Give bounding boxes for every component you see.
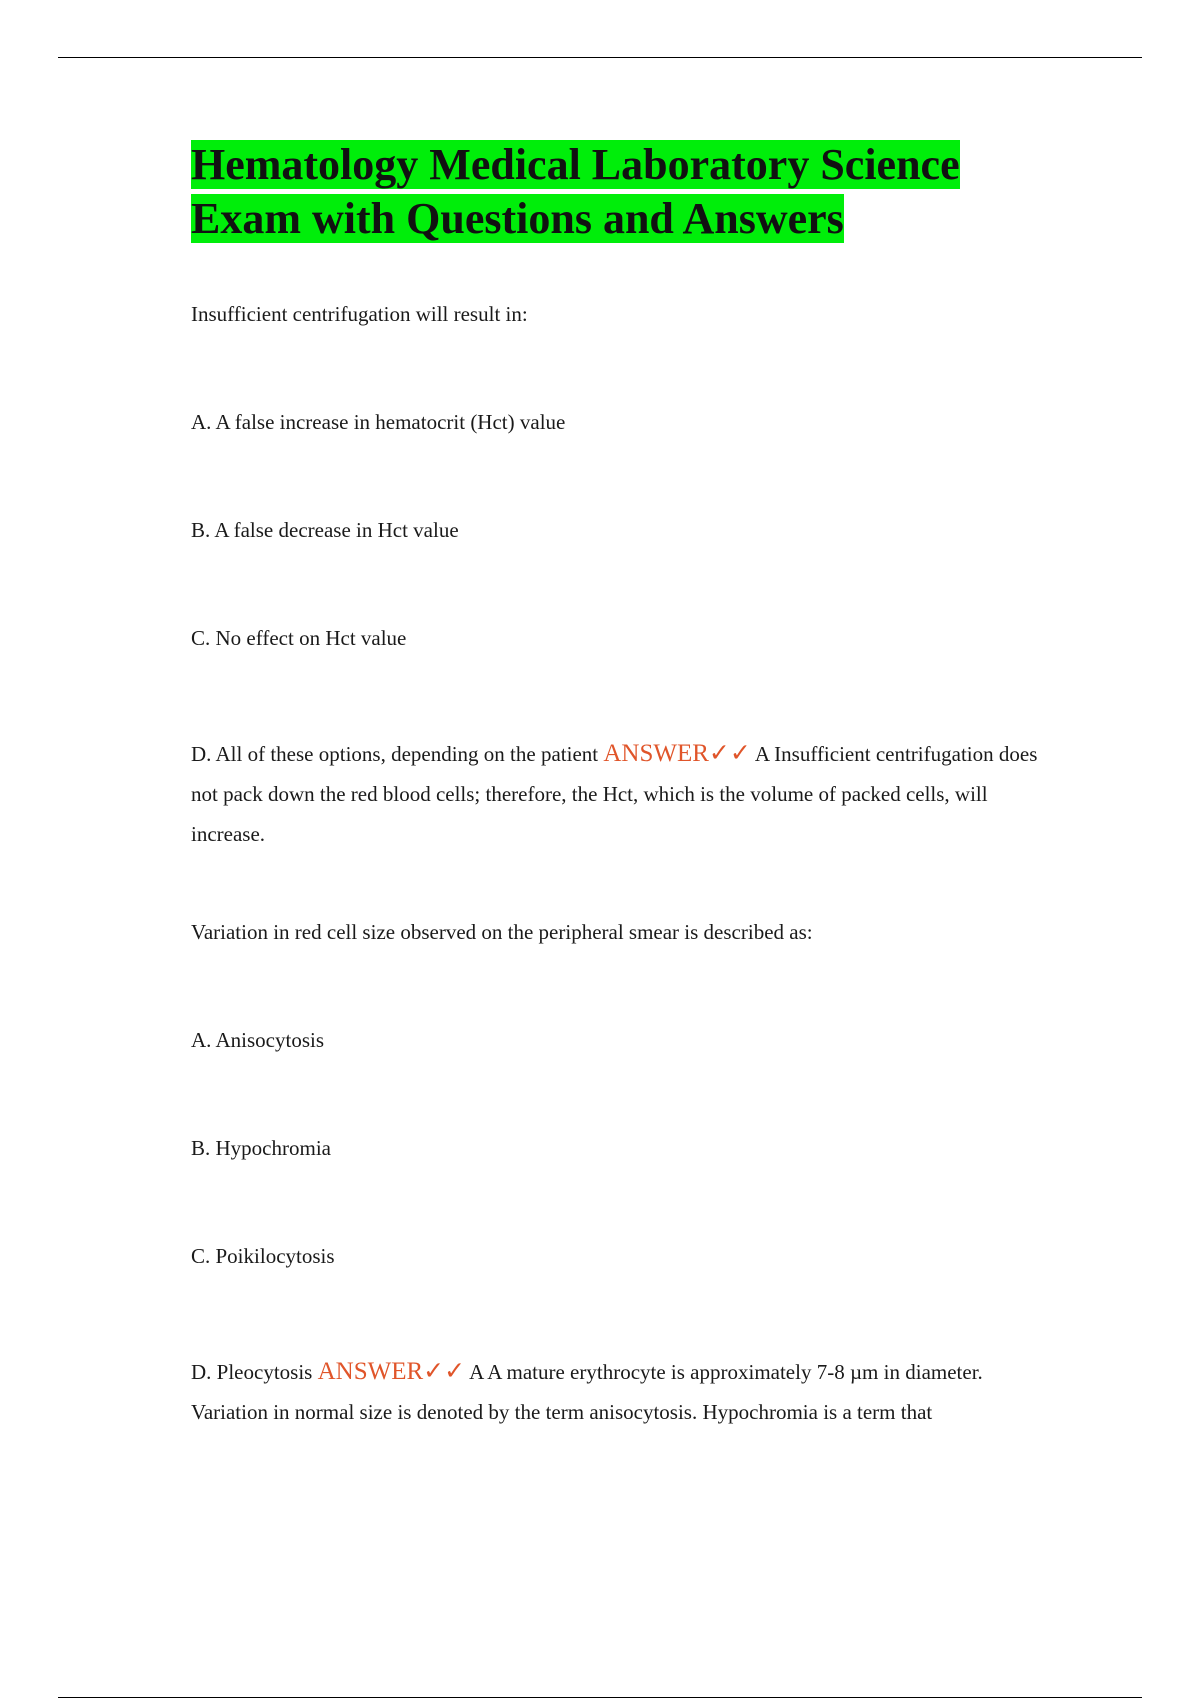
document-body [191,138,1051,1432]
question-1-option-c: C. No effect on Hct value [191,626,407,650]
question-1-stem: Insufficient centrifugation will result in: [191,302,528,326]
question-2-option-a: A. Anisocytosis [191,1028,325,1052]
question-1-option-a: A. A false increase in hematocrit (Hct) value [191,410,566,434]
question-2-option-d-with-answer [191,1352,1051,1432]
answer-label: ANSWER✓✓ [603,740,751,767]
question-1-option-d: D. All of these options, depending on the patient [191,742,599,766]
question-2-option-b: B. Hypochromia [191,1136,331,1160]
question-2-option-c: C. Poikilocytosis [191,1244,335,1268]
question-2-answer: A A mature erythrocyte is approximately 7-8 µm in diameter. Variation in normal size is denoted by the term anisocytosis. Hypochromia is a term that [191,1360,983,1424]
question-1-option-b: B. A false decrease in Hct value [191,518,459,542]
document-title: Hematology Medical Laboratory Science Exam with Questions and Answers [191,140,960,243]
question-1-option-d-with-answer [191,734,1051,854]
question-1-answer: A Insufficient centrifugation does not pack down the red blood cells; therefore, the Hct, which is the volume of packed cells, will increase. [191,742,1038,846]
question-2-stem: Variation in red cell size observed on the peripheral smear is described as: [191,920,813,944]
document-title-block [191,138,991,246]
question-2-option-d: D. Pleocytosis [191,1360,313,1384]
footer-rule [58,1697,1142,1698]
header-rule [58,57,1142,58]
answer-label: ANSWER✓✓ [317,1358,466,1385]
